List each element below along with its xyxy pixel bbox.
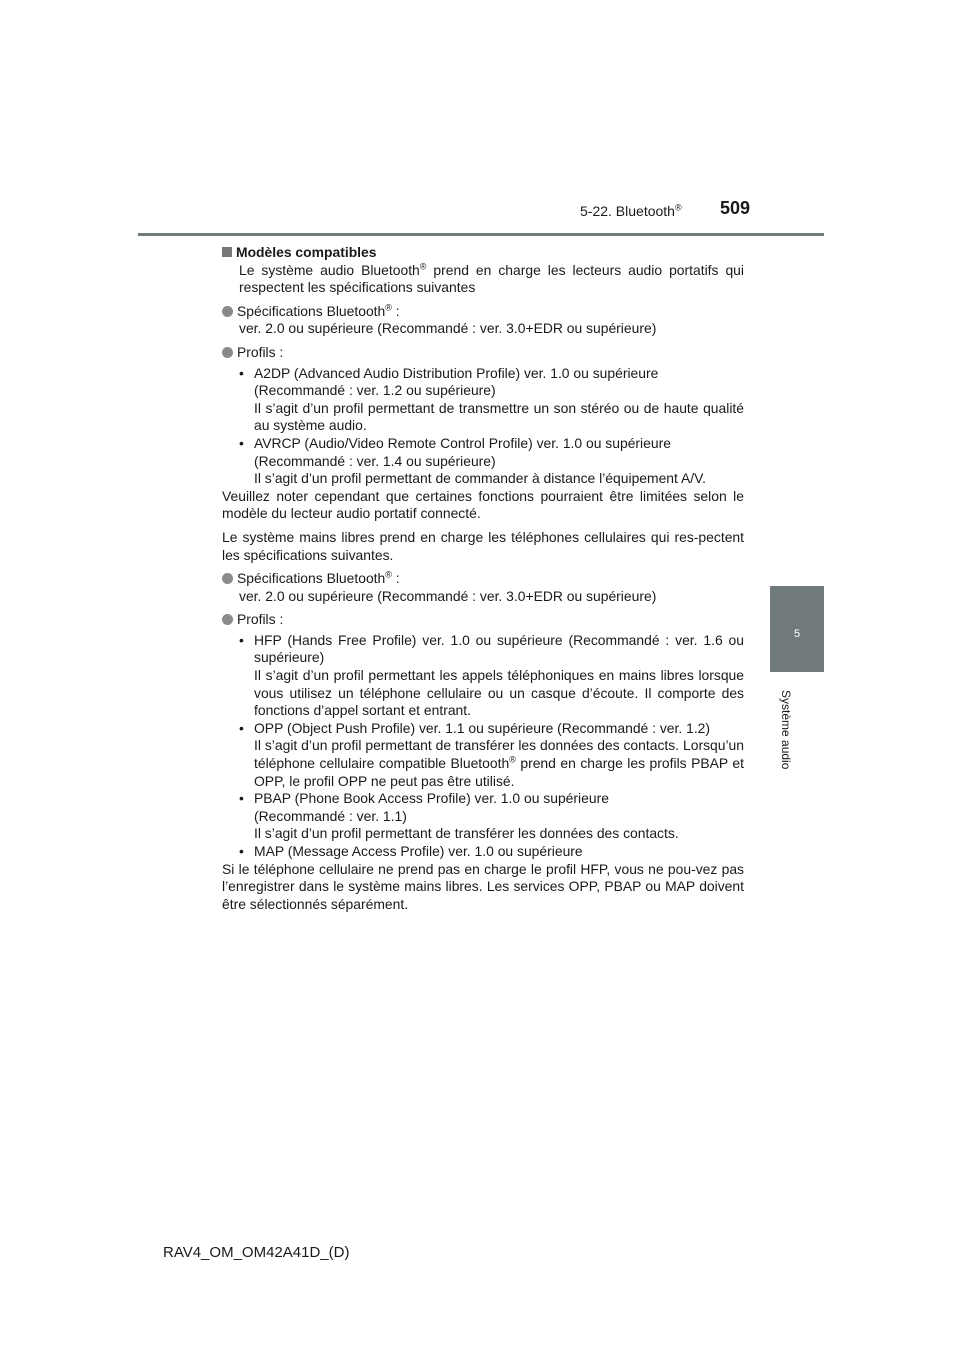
- section-title: 5-22. Bluetooth®: [580, 202, 682, 219]
- circle-bullet-icon: [222, 347, 233, 358]
- audio-spec: Spécifications Bluetooth® :: [222, 303, 744, 321]
- audio-intro: Le système audio Bluetooth® prend en charge les lecteurs audio portatifs qui respectent les spécifications suivantes: [239, 260, 744, 296]
- phone-profile-list: [222, 632, 744, 861]
- section-heading: Modèles compatibles: [222, 244, 744, 262]
- phone-spec-value: ver. 2.0 ou supérieure (Recommandé : ver. 3.0+EDR ou supérieure): [239, 587, 657, 604]
- phone-spec: Spécifications Bluetooth® :: [222, 570, 744, 588]
- list-item: • PBAP (Phone Book Access Profile) ver. 1.0 ou supérieure (Recommandé : ver. 1.1) Il s’agit d’un profil permettant de transférer les données des contacts.: [239, 790, 679, 842]
- page-number: 509: [720, 198, 751, 218]
- audio-note: Veuillez noter cependant que certaines fonctions pourraient être limitées selon le modèle du lecteur audio portatif connecté.: [222, 487, 744, 522]
- document-code: RAV4_OM_OM42A41D_(D): [163, 1244, 350, 1261]
- list-item: • OPP (Object Push Profile) ver. 1.1 ou supérieure (Recommandé : ver. 1.2) Il s’agit d’un profil permettant de transférer les données des contacts. Lorsqu’un téléphone cellulaire compatible Bluetooth® prend en charge les profils PBAP et OPP, le profil OPP ne peut pas être utilisé.: [239, 719, 745, 789]
- circle-bullet-icon: [222, 614, 233, 625]
- header-divider: [138, 233, 824, 236]
- list-item: • AVRCP (Audio/Video Remote Control Profile) ver. 1.0 ou supérieure (Recommandé : ver. 1.4 ou supérieure) Il s’agit d’un profil permettant de commander à distance l’équipement A/V.: [239, 434, 706, 487]
- phone-intro: Le système mains libres prend en charge les téléphones cellulaires qui res-pectent les spécifications suivantes.: [222, 528, 744, 563]
- final-note: Si le téléphone cellulaire ne prend pas en charge le profil HFP, vous ne pou-vez pas l’enregistrer dans le système mains libres. Les services OPP, PBAP ou MAP doivent être sélectionnés séparément.: [222, 860, 744, 912]
- square-bullet-icon: [222, 247, 232, 257]
- circle-bullet-icon: [222, 573, 233, 584]
- page-content: [222, 244, 744, 913]
- audio-spec-value: ver. 2.0 ou supérieure (Recommandé : ver. 3.0+EDR ou supérieure): [239, 320, 657, 337]
- list-item: • HFP (Hands Free Profile) ver. 1.0 ou supérieure (Recommandé : ver. 1.6 ou supérieure) Il s’agit d’un profil permettant les appels téléphoniques en mains libres lorsque vous utilisez un téléphone cellulaire ou un casque d’écoute. Il comporte des fonctions d’appel sortant et entrant.: [239, 631, 744, 719]
- chapter-tab-label: Système audio: [779, 690, 793, 770]
- chapter-tab-number: 5: [793, 628, 801, 640]
- circle-bullet-icon: [222, 306, 233, 317]
- phone-profiles-title: Profils :: [222, 611, 744, 629]
- list-item: • MAP (Message Access Profile) ver. 1.0 ou supérieure: [239, 843, 583, 859]
- audio-profiles-title: Profils :: [222, 344, 744, 362]
- audio-profile-list: [222, 365, 744, 488]
- list-item: • A2DP (Advanced Audio Distribution Profile) ver. 1.0 ou supérieure (Recommandé : ver. 1.2 ou supérieure) Il s’agit d’un profil permettant de transmettre un son stéréo ou de haute qualité au système audio.: [239, 364, 744, 434]
